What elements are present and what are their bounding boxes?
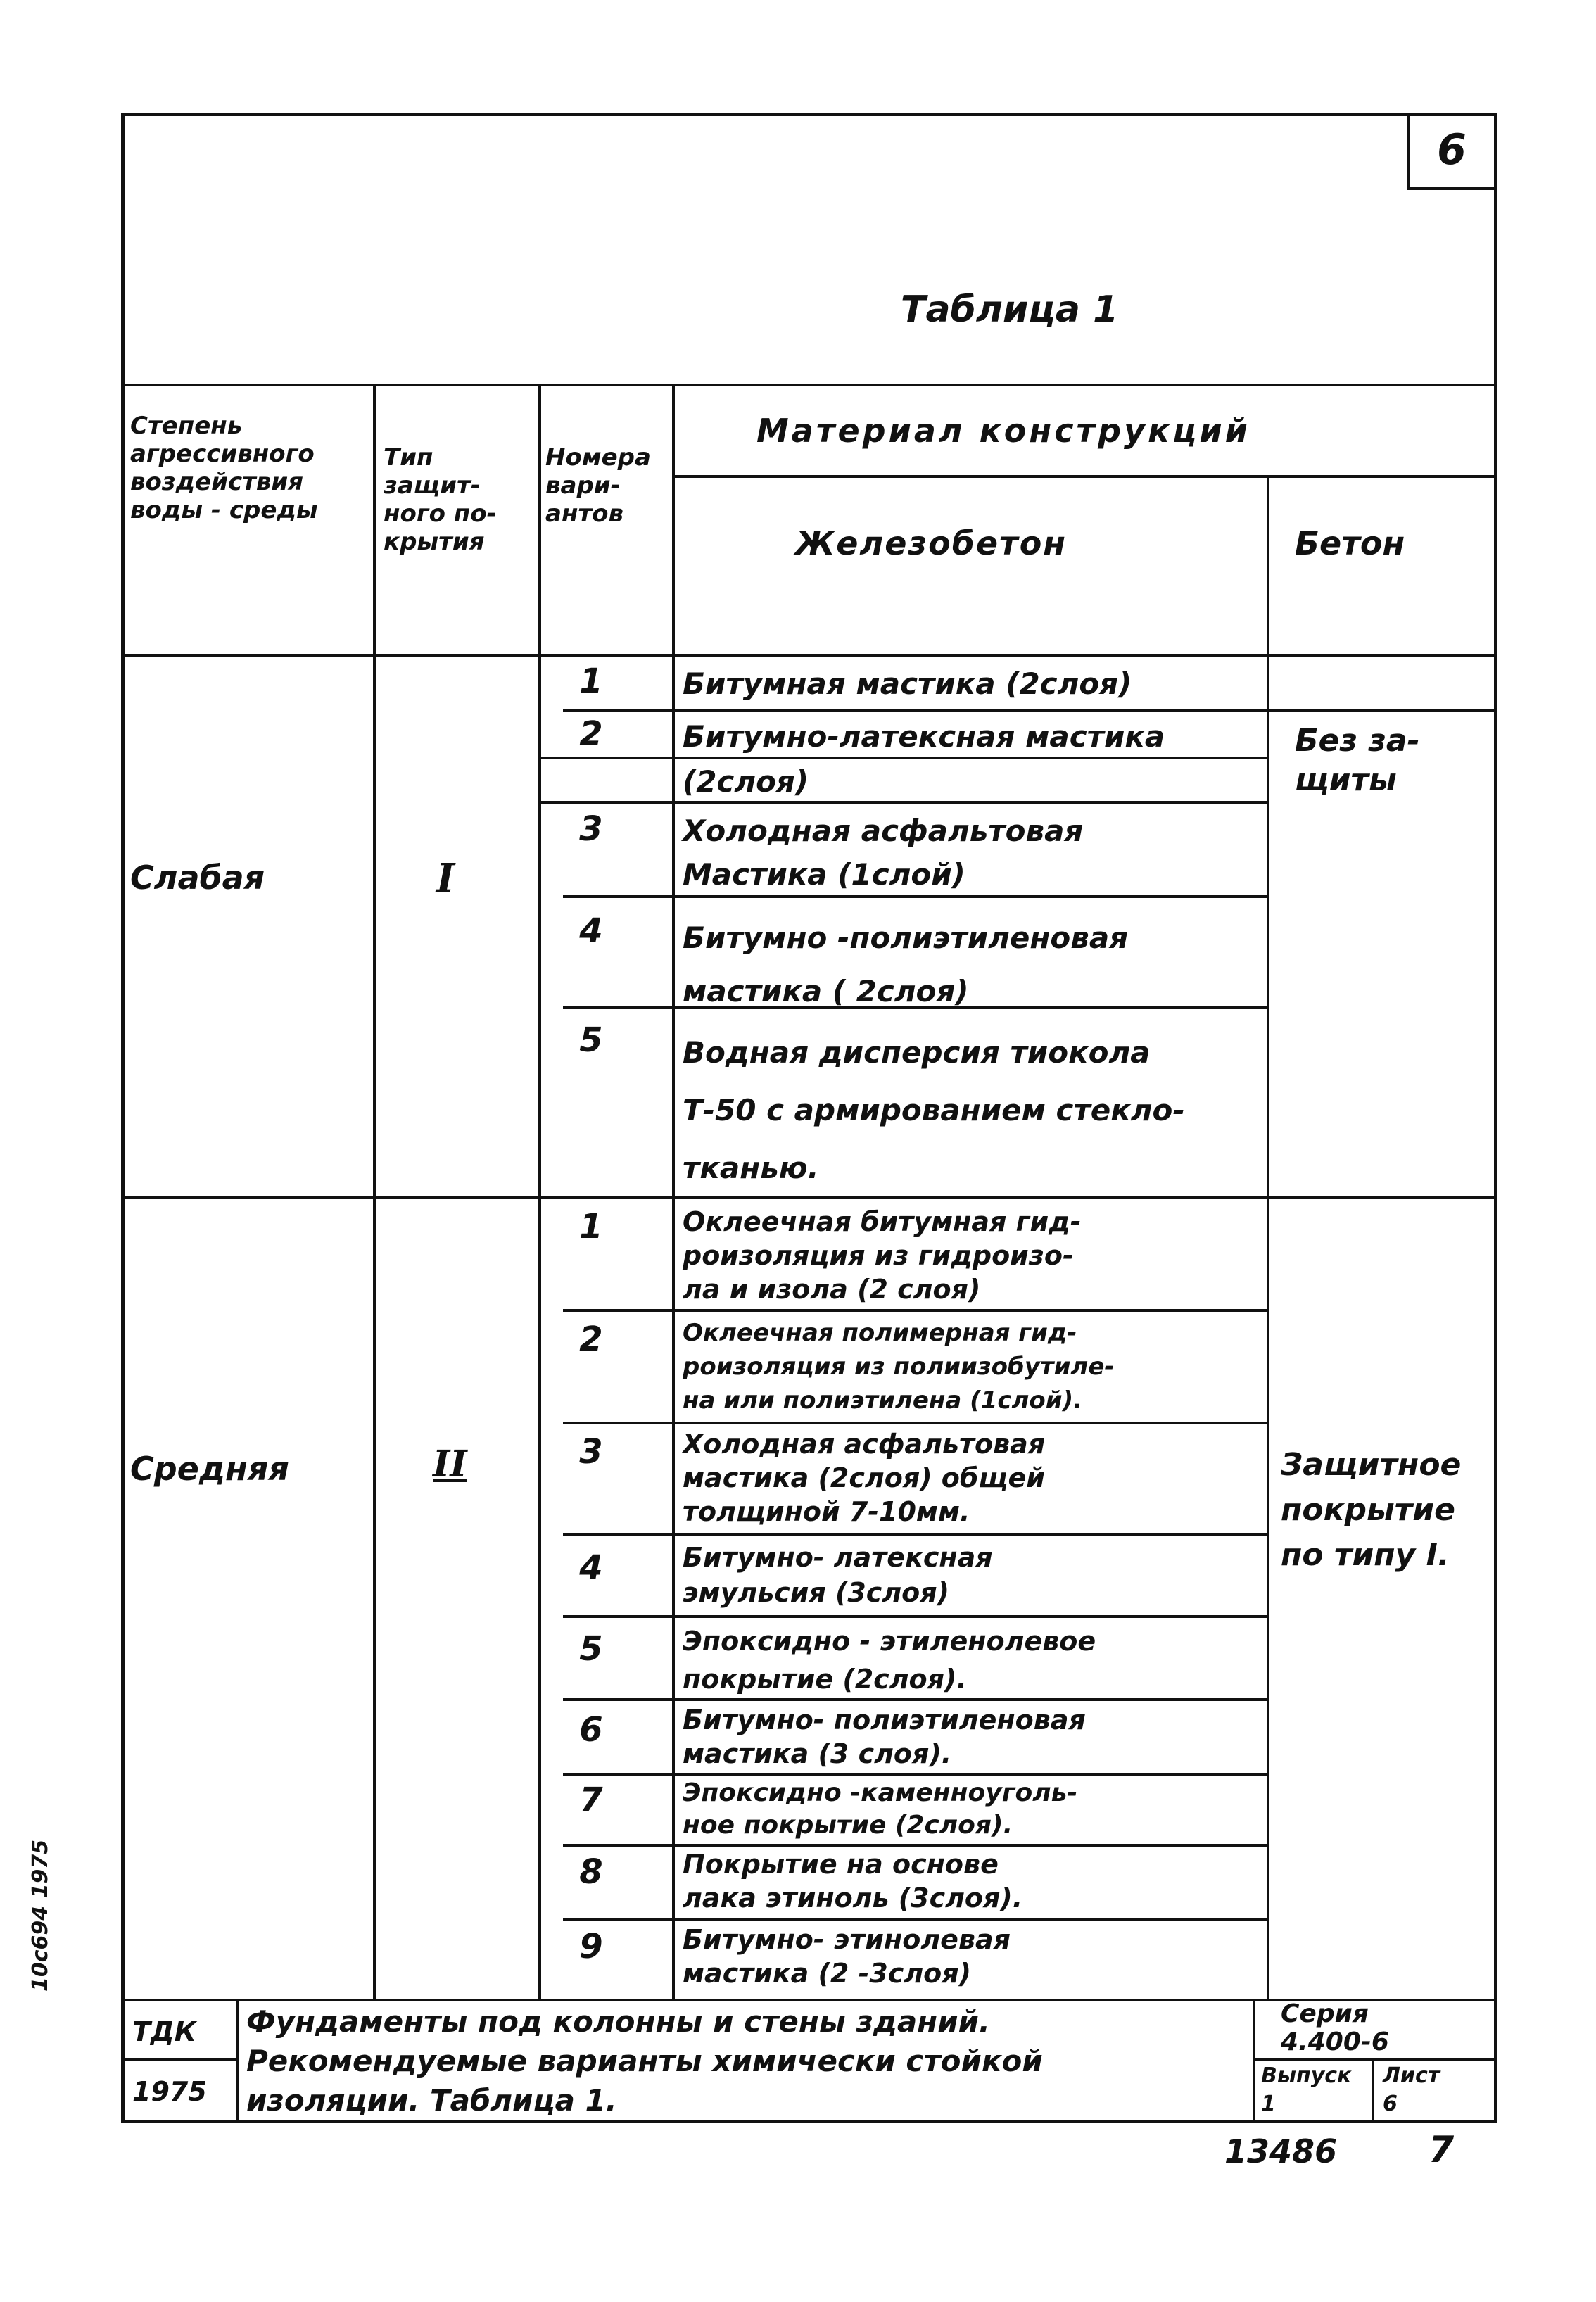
col-line-3 xyxy=(672,384,675,1999)
col-line-2 xyxy=(538,384,541,1999)
variant-text: Битумно-латексная мастика (2слоя) xyxy=(683,719,1165,799)
stamp-title: Фундаменты под колонны и стены зданий. Рекомендуемые варианты химически стойкой изоляции. Таблица 1. xyxy=(246,2004,1043,2118)
variant-text: Эпоксидно - этиленолевое покрытие (2слоя). xyxy=(683,1626,1096,1695)
concrete-medium: Защитное покрытие по типу I. xyxy=(1281,1447,1462,1573)
footer-page: 7 xyxy=(1429,2129,1455,2171)
variant-num: 7 xyxy=(579,1781,603,1820)
degree-weak: Слабая xyxy=(130,859,265,897)
stamp-org: ТДК xyxy=(132,2016,196,2047)
table-title: Таблица 1 xyxy=(901,289,1119,331)
frame-right xyxy=(1494,113,1497,2123)
header-reinforced-concrete: Железобетон xyxy=(795,524,1068,562)
variant-text: Битумно- латексная эмульсия (3слоя) xyxy=(683,1542,993,1608)
header-material: Материал конструкций xyxy=(756,412,1250,450)
variant-num: 4 xyxy=(579,1548,603,1588)
variant-text: Водная дисперсия тиокола Т-50 с армированием стекло- тканью. xyxy=(683,1035,1185,1185)
frame-top xyxy=(121,113,1497,116)
variant-num: 2 xyxy=(579,714,603,754)
variant-text: Оклеечная битумная гид- роизоляция из гидроизо- ла и изола (2 слоя) xyxy=(683,1206,1082,1305)
variant-text: Холодная асфальтовая мастика (2слоя) общей толщиной 7-10мм. xyxy=(683,1429,1046,1527)
stamp-issue: Выпуск 1 xyxy=(1261,2063,1352,2116)
variant-num: 8 xyxy=(579,1852,603,1892)
variant-num: 4 xyxy=(579,911,603,951)
header-degree: Степень агрессивного воздействия воды - среды xyxy=(130,412,318,524)
variant-num: 6 xyxy=(579,1710,603,1750)
stamp-year: 1975 xyxy=(132,2076,207,2107)
variant-text: Покрытие на основе лака этиноль (3слоя). xyxy=(683,1849,1023,1914)
col-line-1 xyxy=(373,384,376,1999)
variant-num: 3 xyxy=(579,1432,603,1472)
variant-text: Битумно- полиэтиленовая мастика (3 слоя). xyxy=(683,1705,1086,1769)
variant-num: 5 xyxy=(579,1020,603,1060)
variant-text: Холодная асфальтовая Мастика (1слой) xyxy=(683,814,1084,892)
margin-note: 10с694 1975 xyxy=(28,1839,53,1992)
header-type: Тип защит- ного по- крытия xyxy=(384,443,497,556)
type-medium: II xyxy=(433,1443,467,1486)
degree-medium: Средняя xyxy=(130,1450,289,1488)
concrete-weak: Без за- щиты xyxy=(1295,723,1420,798)
variant-num: 5 xyxy=(579,1629,603,1669)
page-number: 6 xyxy=(1437,125,1467,175)
frame-left xyxy=(121,113,125,2123)
stamp-series: Серия 4.400-6 xyxy=(1281,1999,1389,2056)
variant-num: 1 xyxy=(579,662,603,701)
variant-text: Битумная мастика (2слоя) xyxy=(683,666,1132,701)
variant-num: 3 xyxy=(579,809,603,849)
variant-text: Оклеечная полимерная гид- роизоляция из полиизобутиле- на или полиэтилена (1слой). xyxy=(683,1319,1115,1415)
variant-num: 1 xyxy=(579,1207,603,1246)
header-variants: Номера вари- антов xyxy=(545,443,651,528)
stamp-sheet: Лист 6 xyxy=(1383,2063,1440,2116)
variant-num: 2 xyxy=(579,1320,603,1359)
header-concrete: Бетон xyxy=(1295,524,1405,562)
variant-num: 9 xyxy=(579,1927,603,1966)
type-weak: I xyxy=(436,855,455,902)
variant-text: Битумно- этинолевая мастика (2 -3слоя) xyxy=(683,1924,1011,1989)
footer-code: 13486 xyxy=(1224,2132,1338,2170)
col-line-4 xyxy=(1267,475,1269,1999)
variant-text: Битумно -полиэтиленовая мастика ( 2слоя) xyxy=(683,921,1129,1008)
variant-text: Эпоксидно -каменноуголь- ное покрытие (2слоя). xyxy=(683,1778,1078,1840)
